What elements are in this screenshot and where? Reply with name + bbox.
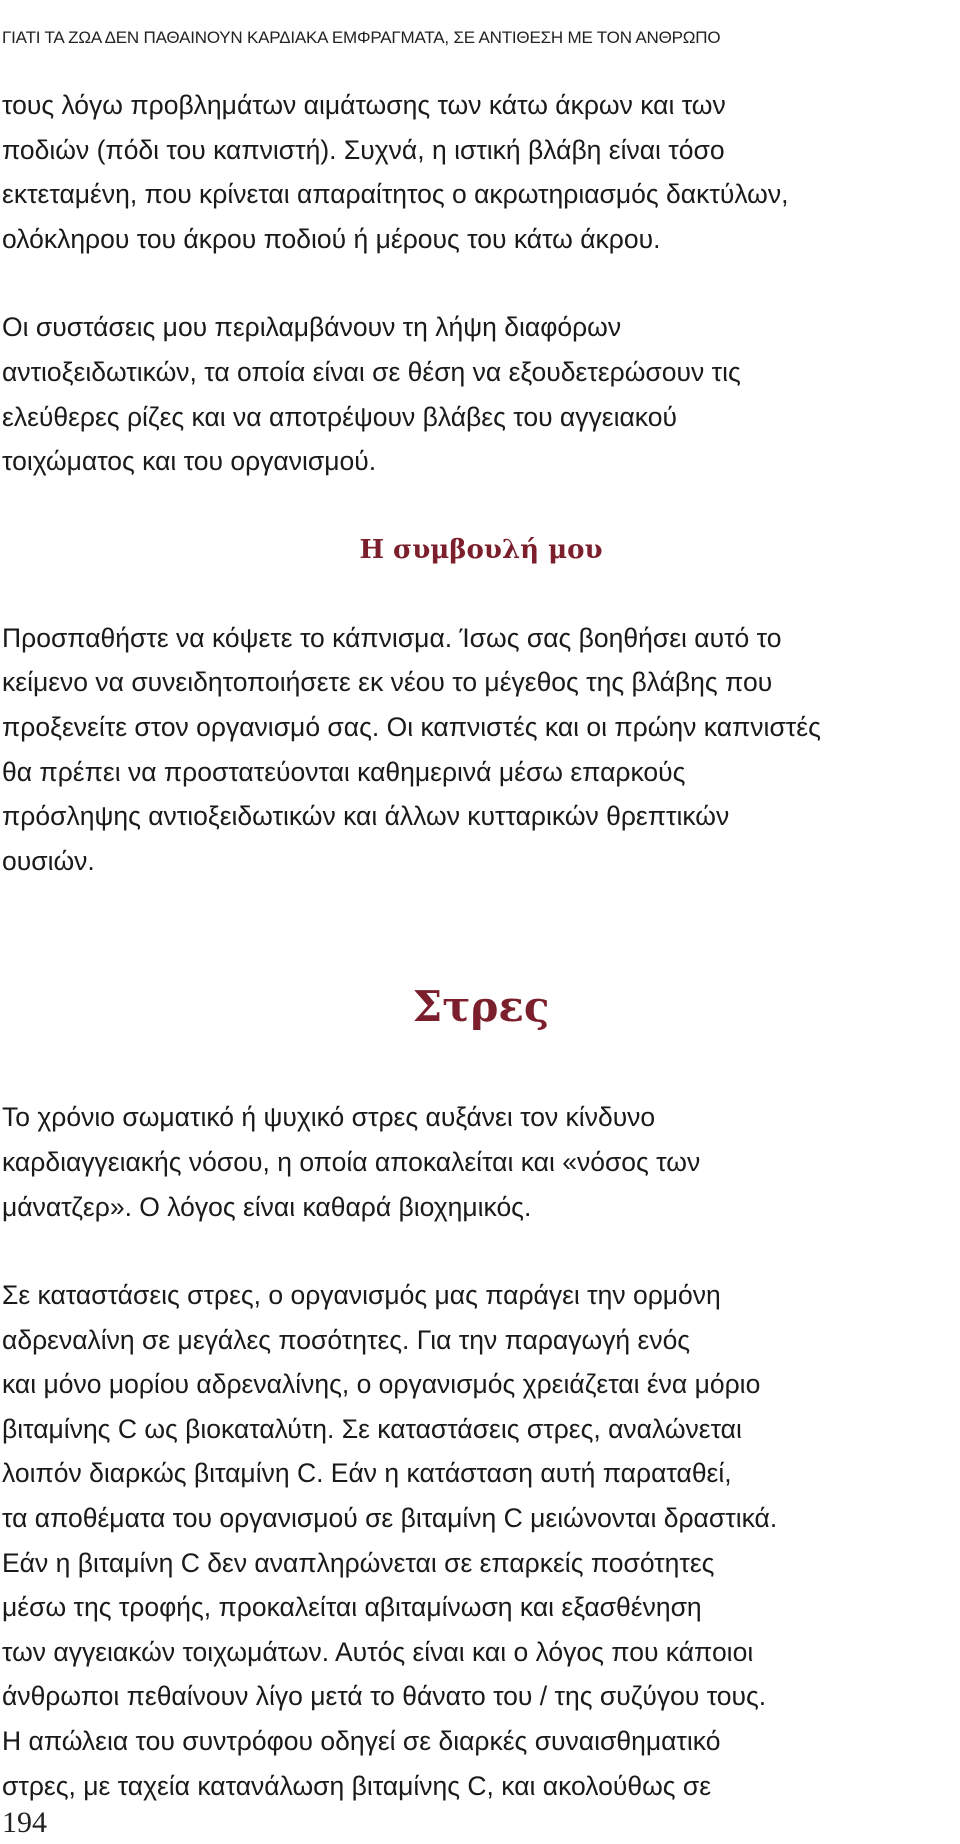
section-spacer (2, 1037, 952, 1095)
paragraph-spacer (2, 261, 952, 305)
text-line: των αγγειακών τοιχωμάτων. Αυτός είναι και ο λόγος που κάποιοι (2, 1636, 754, 1667)
paragraph-spacer (2, 484, 952, 528)
text-line: και μόνο μορίου αδρεναλίνης, ο οργανισμός χρειάζεται ένα μόριο (2, 1369, 761, 1400)
page-content (2, 83, 952, 1808)
running-head: ΓΙΑΤΙ ΤΑ ΖΩΑ ΔΕΝ ΠΑΘΑΙΝΟΥΝ ΚΑΡΔΙΑΚΑ ΕΜΦΡΑΓΜΑΤΑ, ΣΕ ΑΝΤΙΘΕΣΗ ΜΕ ΤΟΝ ΑΝΘΡΩΠΟ (2, 28, 721, 47)
page-number: 194 (2, 1806, 47, 1839)
paragraph-adrenaline (2, 1273, 952, 1808)
paragraph-spacer (2, 572, 952, 616)
text-line: βιταμίνης C ως βιοκαταλύτη. Σε καταστάσεις στρες, αναλώνεται (2, 1413, 742, 1444)
section-heading-stress: Στρες (412, 982, 550, 1032)
text-line: ελεύθερες ρίζες και να αποτρέψουν βλάβες του αγγειακού (2, 401, 677, 432)
text-line: στρες, με ταχεία κατανάλωση βιταμίνης C, και ακολούθως σε (2, 1770, 712, 1801)
text-line: ποδιών (πόδι του καπνιστή). Συχνά, η ιστική βλάβη είναι τόσο (2, 134, 725, 165)
text-line: τα αποθέματα του οργανισμού σε βιταμίνη C μειώνονται δραστικά. (2, 1503, 778, 1534)
text-line: εκτεταμένη, που κρίνεται απαραίτητος ο ακρωτηριασμός δακτύλων, (2, 179, 789, 210)
text-line: άνθρωποι πεθαίνουν λίγο μετά το θάνατο του / της συζύγου τους. (2, 1681, 767, 1712)
text-line: θα πρέπει να προστατεύονται καθημερινά μέσω επαρκούς (2, 756, 686, 787)
text-line: Εάν η βιταμίνη C δεν αναπληρώνεται σε επαρκείς ποσότητες (2, 1547, 715, 1578)
text-line: ολόκληρου του άκρου ποδιού ή μέρους του κάτω άκρου. (2, 223, 661, 254)
paragraph-recommendations (2, 305, 952, 483)
text-line: Η απώλεια του συντρόφου οδηγεί σε διαρκές συναισθηματικό (2, 1726, 721, 1757)
text-line: Προσπαθήστε να κόψετε το κάπνισμα. Ίσως σας βοηθήσει αυτό το (2, 622, 782, 653)
text-line: τοιχώματος και του οργανισμού. (2, 446, 377, 477)
paragraph-advice (2, 616, 952, 884)
text-line: μέσω της τροφής, προκαλείται αβιταμίνωση και εξασθένηση (2, 1592, 702, 1623)
text-line: πρόσληψης αντιοξειδωτικών και άλλων κυτταρικών θρεπτικών (2, 801, 730, 832)
text-line: αντιοξειδωτικών, τα οποία είναι σε θέση να εξουδετερώσουν τις (2, 356, 741, 387)
text-line: Το χρόνιο σωματικό ή ψυχικό στρες αυξάνει τον κίνδυνο (2, 1102, 656, 1133)
text-line: αδρεναλίνη σε μεγάλες ποσότητες. Για την παραγωγή ενός (2, 1324, 691, 1355)
text-line: Σε καταστάσεις στρες, ο οργανισμός μας παράγει την ορμόνη (2, 1280, 721, 1311)
text-line: ουσιών. (2, 845, 95, 876)
text-line: κείμενο να συνειδητοποιήσετε εκ νέου το μέγεθος της βλάβης που (2, 667, 773, 698)
advice-heading: Η συμβουλή μου (359, 534, 603, 565)
paragraph-spacer (2, 1229, 952, 1273)
text-line: Οι συστάσεις μου περιλαμβάνουν τη λήψη διαφόρων (2, 312, 622, 343)
paragraph-stress-intro (2, 1095, 952, 1229)
text-line: μάνατζερ». Ο λόγος είναι καθαρά βιοχημικός. (2, 1191, 532, 1222)
text-line: τους λόγω προβλημάτων αιμάτωσης των κάτω άκρων και των (2, 90, 726, 120)
text-line: προξενείτε στον οργανισμό σας. Οι καπνιστές και οι πρώην καπνιστές (2, 711, 821, 742)
text-line: λοιπόν διαρκώς βιταμίνη C. Εάν η κατάσταση αυτή παραταθεί, (2, 1458, 732, 1489)
text-line: καρδιαγγειακής νόσου, η οποία αποκαλείται και «νόσος των (2, 1146, 701, 1177)
section-spacer (2, 883, 952, 977)
paragraph-smoker-foot (2, 83, 952, 261)
